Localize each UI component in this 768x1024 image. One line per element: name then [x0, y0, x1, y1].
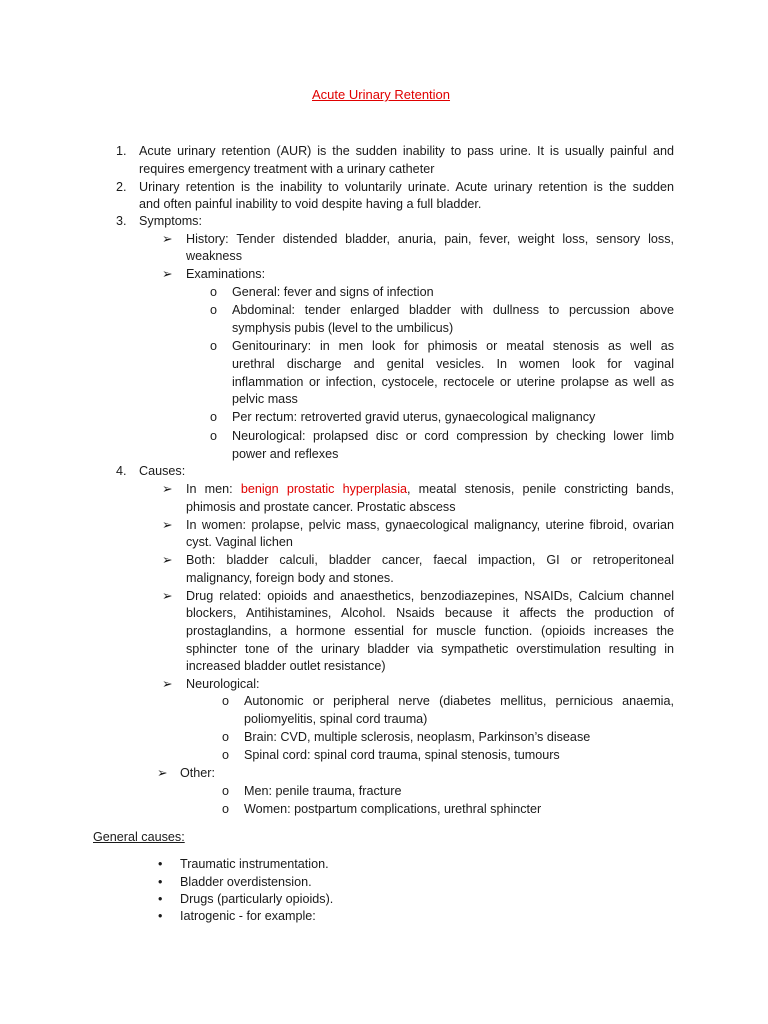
- neuro-item: Spinal cord: spinal cord trauma, spinal stenosis, tumours: [244, 748, 560, 762]
- general-cause-item: Drugs (particularly opioids).: [180, 892, 334, 906]
- cause-drug: sphincter tone of the urinary bladder via sympathetic overstimulation resulting in: [186, 642, 674, 656]
- history-text: History: Tender distended bladder, anuria, pain, fever, weight loss, sensory loss,: [186, 232, 674, 246]
- exam-item: urethral discharge and genital vesicles. In women look for vaginal: [232, 357, 674, 371]
- exam-item: inflammation or infection, cystocele, rectocele or uterine prolapse as well as: [232, 375, 674, 389]
- circle-bullet-icon: o: [222, 784, 230, 798]
- general-cause-item: Bladder overdistension.: [180, 875, 312, 889]
- symptoms-heading: Symptoms:: [139, 214, 202, 228]
- arrow-bullet-icon: ➢: [162, 589, 173, 603]
- causes-heading: Causes:: [139, 464, 186, 478]
- cause-drug: prostaglandins, a hormone essential for muscle function. (opioids increases the: [186, 624, 674, 638]
- cause-men-prefix: In men:: [186, 482, 241, 496]
- dot-bullet-icon: •: [158, 875, 163, 889]
- circle-bullet-icon: o: [222, 694, 230, 708]
- exam-item: Per rectum: retroverted gravid uterus, gynaecological malignancy: [232, 410, 596, 424]
- cause-women: In women: prolapse, pelvic mass, gynaecological malignancy, uterine fibroid, ovarian: [186, 518, 674, 532]
- exam-item: Neurological: prolapsed disc or cord compression by checking lower limb: [232, 429, 674, 443]
- arrow-bullet-icon: ➢: [162, 518, 173, 532]
- list-item-text: requires emergency treatment with a urinary catheter: [139, 162, 435, 176]
- dot-bullet-icon: •: [158, 857, 163, 871]
- other-item: Women: postpartum complications, urethral sphincter: [244, 802, 542, 816]
- cause-both: malignancy, foreign body and stones.: [186, 571, 394, 585]
- history-text: weakness: [186, 249, 243, 263]
- other-label: Other:: [180, 766, 215, 780]
- exam-item: Genitourinary: in men look for phimosis or meatal stenosis as well as: [232, 339, 674, 353]
- arrow-bullet-icon: ➢: [162, 553, 173, 567]
- list-number: 2.: [116, 180, 127, 194]
- arrow-bullet-icon: ➢: [162, 232, 173, 246]
- dot-bullet-icon: •: [158, 892, 163, 906]
- exam-item: Abdominal: tender enlarged bladder with dullness to percussion above: [232, 303, 674, 317]
- neuro-item: Brain: CVD, multiple sclerosis, neoplasm, Parkinson’s disease: [244, 730, 591, 744]
- neuro-item: Autonomic or peripheral nerve (diabetes mellitus, pernicious anaemia,: [244, 694, 674, 708]
- dot-bullet-icon: •: [158, 909, 163, 923]
- circle-bullet-icon: o: [222, 748, 230, 762]
- general-cause-item: Iatrogenic - for example:: [180, 909, 316, 923]
- document-title: Acute Urinary Retention: [312, 87, 451, 102]
- neuro-item: poliomyelitis, spinal cord trauma): [244, 712, 428, 726]
- list-number: 3.: [116, 214, 127, 228]
- exam-item: pelvic mass: [232, 392, 298, 406]
- circle-bullet-icon: o: [222, 802, 230, 816]
- arrow-bullet-icon: ➢: [162, 677, 173, 691]
- circle-bullet-icon: o: [210, 429, 218, 443]
- cause-men: [186, 480, 674, 498]
- cause-men-line2: phimosis and prostate cancer. Prostatic abscess: [186, 500, 456, 514]
- circle-bullet-icon: o: [210, 285, 218, 299]
- highlighted-term: benign prostatic hyperplasia: [240, 482, 408, 496]
- cause-both: Both: bladder calculi, bladder cancer, faecal impaction, GI or retroperitoneal: [186, 553, 674, 567]
- exam-item: power and reflexes: [232, 447, 339, 461]
- list-item-text: Urinary retention is the inability to voluntarily urinate. Acute urinary retention is the sudden: [139, 180, 674, 194]
- list-item-text: Acute urinary retention (AUR) is the sudden inability to pass urine. It is usually painful and: [139, 144, 674, 158]
- circle-bullet-icon: o: [210, 339, 218, 353]
- cause-drug: Drug related: opioids and anaesthetics, benzodiazepines, NSAIDs, Calcium channel: [186, 589, 674, 603]
- cause-women: cyst. Vaginal lichen: [186, 535, 293, 549]
- neurological-label: Neurological:: [186, 677, 260, 691]
- exam-item: symphysis pubis (level to the umbilicus): [232, 321, 454, 335]
- general-cause-item: Traumatic instrumentation.: [180, 857, 329, 871]
- examinations-label: Examinations:: [186, 267, 266, 281]
- list-number: 4.: [116, 464, 127, 478]
- cause-drug: blockers, Antihistamines, Alcohol. Nsaids because it affects the production of: [186, 606, 674, 620]
- other-item: Men: penile trauma, fracture: [244, 784, 402, 798]
- general-causes-heading: General causes:: [93, 830, 185, 844]
- circle-bullet-icon: o: [210, 303, 218, 317]
- exam-item: General: fever and signs of infection: [232, 285, 434, 299]
- arrow-bullet-icon: ➢: [162, 482, 173, 496]
- arrow-bullet-icon: ➢: [157, 766, 168, 780]
- cause-men-rest: , meatal stenosis, penile constricting bands,: [407, 482, 674, 496]
- cause-drug: increased bladder outlet resistance): [186, 659, 386, 673]
- circle-bullet-icon: o: [222, 730, 230, 744]
- arrow-bullet-icon: ➢: [162, 267, 173, 281]
- list-item-text: and often painful inability to void despite having a full bladder.: [139, 197, 482, 211]
- list-number: 1.: [116, 144, 127, 158]
- circle-bullet-icon: o: [210, 410, 218, 424]
